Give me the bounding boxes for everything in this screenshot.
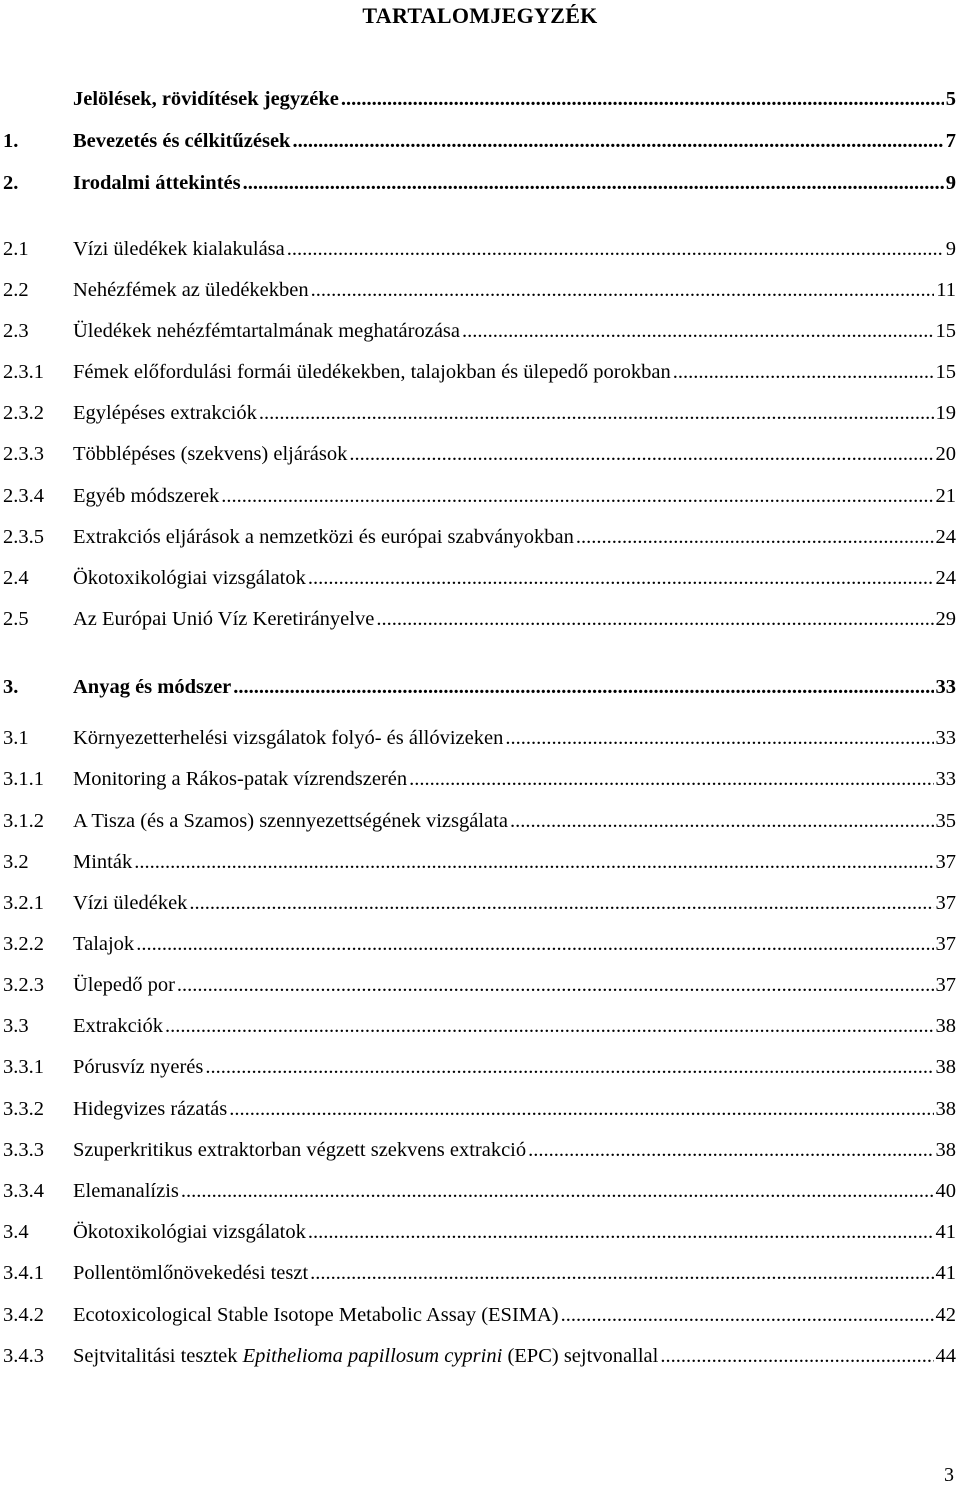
toc-entry-page: 37 [935,851,956,873]
toc-entry-page: 33 [935,727,956,749]
toc-entry[interactable] [3,522,956,550]
toc-entry-number: 3. [3,676,19,698]
toc-entry[interactable] [3,357,956,385]
toc-leader-dots [660,1343,933,1369]
toc-entry-page: 40 [935,1180,956,1202]
toc-leader-dots [221,483,933,509]
toc-leader-dots [376,606,933,632]
toc-entry[interactable] [3,168,956,196]
toc-entry-number: 3.3 [3,1015,29,1037]
toc-entry-page: 38 [935,1015,956,1037]
toc-leader-dots [310,1260,933,1286]
toc-entry[interactable] [3,847,956,875]
toc-entry-number: 3.1.1 [3,768,44,790]
page-title: TARTALOMJEGYZÉK [362,3,598,28]
toc-entry-page: 42 [935,1304,956,1326]
toc-entry-number: 3.2 [3,851,29,873]
toc-leader-dots [561,1302,934,1328]
toc-entry-title: A Tisza (és a Szamos) szennyezettségének vizsgálata [73,810,508,832]
toc-entry-number: 3.2.2 [3,933,44,955]
toc-entry-page: 24 [935,567,956,589]
toc-entry-page: 38 [935,1056,956,1078]
toc-entry-number: 2.3 [3,320,29,342]
toc-entry[interactable] [3,888,956,916]
toc-entry-title: Ökotoxikológiai vizsgálatok [73,1221,306,1243]
toc-entry-page: 15 [935,320,956,342]
toc-leader-dots [136,931,933,957]
toc-entry-number: 2.3.1 [3,361,44,383]
toc-entry[interactable] [3,1135,956,1163]
toc-entry[interactable] [3,806,956,834]
toc-leader-dots [308,1219,934,1245]
toc-leader-dots [205,1054,933,1080]
toc-leader-dots [576,524,934,550]
toc-entry-page: 15 [935,361,956,383]
toc-leader-dots [462,318,933,344]
toc-entry[interactable] [3,970,956,998]
toc-entry-number: 2.1 [3,238,29,260]
toc-leader-dots [134,849,933,875]
toc-entry[interactable] [3,1176,956,1204]
toc-entry[interactable] [3,1094,956,1122]
toc-leader-dots [311,277,935,303]
toc-entry-number: 3.4 [3,1221,29,1243]
toc-entry-number: 3.2.3 [3,974,44,996]
toc-entry[interactable] [3,481,956,509]
toc-entry-title: Vízi üledékek [73,892,188,914]
toc-entry-title: Minták [73,851,133,873]
toc-leader-dots [259,400,934,426]
toc-entry[interactable] [3,1052,956,1080]
toc-entry-title-italic: Epithelioma papillosum cyprini [242,1345,503,1367]
toc-entry-title: Szuperkritikus extraktorban végzett szekvens extrakció [73,1139,527,1161]
toc-entry-page: 41 [935,1221,956,1243]
toc-entry-number: 3.4.2 [3,1304,44,1326]
toc-entry-number: 3.1 [3,727,29,749]
toc-entry-title: Többlépéses (szekvens) eljárások [73,443,348,465]
toc-entry[interactable] [3,1011,956,1039]
toc-entry-page: 5 [945,88,956,110]
toc-entry[interactable] [3,604,956,632]
toc-leader-dots [308,565,934,591]
toc-entry[interactable] [3,439,956,467]
toc-entry-page: 20 [935,443,956,465]
toc-entry-page: 38 [935,1139,956,1161]
toc-leader-dots [177,972,934,998]
toc-leader-dots [510,808,934,834]
toc-entry[interactable] [3,672,956,700]
toc-entry-page: 37 [935,974,956,996]
toc-entry-page: 19 [935,402,956,424]
toc-entry-number: 3.4.3 [3,1345,44,1367]
toc-entry-page: 9 [945,172,956,194]
toc-entry-page: 37 [935,892,956,914]
toc-entry-title: Környezetterhelési vizsgálatok folyó- és állóvizeken [73,727,504,749]
toc-entry-page: 38 [935,1098,956,1120]
toc-entry-title: Pórusvíz nyerés [73,1056,204,1078]
toc-entry-page: 11 [936,279,956,301]
toc-entry[interactable] [3,1258,956,1286]
toc-entry[interactable] [3,929,956,957]
toc-entry[interactable] [3,563,956,591]
toc-leader-dots [181,1178,934,1204]
toc-entry[interactable] [3,275,956,303]
toc-entry-number: 2.3.3 [3,443,44,465]
toc-entry-number: 2.2 [3,279,29,301]
toc-leader-dots [349,441,933,467]
toc-entry-title: Extrakciók [73,1015,163,1037]
toc-entry-title: Pollentömlőnövekedési teszt [73,1262,309,1284]
toc-entry-page: 9 [945,238,956,260]
toc-entry-number: 2.3.2 [3,402,44,424]
toc-entry[interactable] [3,1341,956,1369]
toc-entry-page: 21 [935,485,956,507]
toc-entry[interactable] [3,316,956,344]
toc-entry-page: 41 [935,1262,956,1284]
toc-entry-title-part: Sejtvitalitási tesztek [73,1345,243,1367]
toc-entry-page: 44 [935,1345,956,1367]
toc-entry-title: Ecotoxicological Stable Isotope Metabolic Assay (ESIMA) [73,1304,559,1326]
toc-entry-title: Irodalmi áttekintés [73,172,241,194]
toc-leader-dots [233,674,933,700]
toc-leader-dots [243,170,944,196]
toc-entry-title: Hidegvizes rázatás [73,1098,228,1120]
toc-entry-page: 37 [935,933,956,955]
toc-leader-dots [673,359,934,385]
toc-leader-dots [341,86,944,112]
toc-leader-dots [189,890,933,916]
toc-entry-title: Monitoring a Rákos-patak vízrendszerén [73,768,408,790]
toc-entry-title: Jelölések, rövidítések jegyzéke [73,88,339,110]
toc-entry-page: 33 [935,768,956,790]
toc-entry-title: Fémek előfordulási formái üledékekben, talajokban és ülepedő porokban [73,361,671,383]
toc-entry[interactable] [3,764,956,792]
toc-entry-title: Az Európai Unió Víz Keretirányelve [73,608,375,630]
toc-entry-page: 24 [935,526,956,548]
toc-entry-title: Elemanalízis [73,1180,179,1202]
toc-entry-number: 2.4 [3,567,29,589]
toc-entry-title: Nehézfémek az üledékekben [73,279,309,301]
toc-entry-number: 3.3.4 [3,1180,44,1202]
toc-entry-title: Üledékek nehézfémtartalmának meghatározása [73,320,461,342]
toc-entry-number: 3.3.3 [3,1139,44,1161]
toc-leader-dots [287,236,944,262]
toc-leader-dots [505,725,933,751]
toc-entry-title [73,1343,658,1369]
toc-entry[interactable] [3,398,956,426]
toc-entry-number: 2.5 [3,608,29,630]
toc-entry-title: Ökotoxikológiai vizsgálatok [73,567,306,589]
toc-entry-title: Extrakciós eljárások a nemzetközi és európai szabványokban [73,526,574,548]
toc-entry-number: 3.4.1 [3,1262,44,1284]
toc-leader-dots [229,1096,933,1122]
toc-entry-number: 3.1.2 [3,810,44,832]
toc-entry-number: 2.3.5 [3,526,44,548]
toc-entry-title: Egyéb módszerek [73,485,220,507]
toc-entry-page: 7 [945,130,956,152]
toc-leader-dots [409,766,933,792]
toc-entry-title: Talajok [73,933,135,955]
toc-entry-title: Ülepedő por [73,974,175,996]
toc-entry-number: 3.2.1 [3,892,44,914]
page-number: 3 [944,1464,954,1486]
toc-leader-dots [528,1137,933,1163]
toc-entry-number: 3.3.1 [3,1056,44,1078]
toc-entry-title: Bevezetés és célkitűzések [73,130,291,152]
toc-entry-title-part: (EPC) sejtvonallal [502,1345,659,1367]
toc-entry[interactable] [3,234,956,262]
toc-entry[interactable] [3,126,956,154]
toc-entry[interactable] [3,723,956,751]
toc-leader-dots [292,128,943,154]
toc-entry-page: 29 [935,608,956,630]
toc-entry-number: 3.3.2 [3,1098,44,1120]
toc-entry[interactable] [3,1300,956,1328]
toc-entry-number: 2.3.4 [3,485,44,507]
toc-entry-title: Vízi üledékek kialakulása [73,238,285,260]
toc-entry-title: Anyag és módszer [73,676,232,698]
toc-entry-page: 35 [935,810,956,832]
toc-leader-dots [165,1013,934,1039]
toc-entry-number: 2. [3,172,19,194]
toc-entry-title: Egylépéses extrakciók [73,402,257,424]
toc-entry[interactable] [3,84,956,112]
toc-entry-page: 33 [935,676,956,698]
toc-entry[interactable] [3,1217,956,1245]
toc-entry-number: 1. [3,130,19,152]
